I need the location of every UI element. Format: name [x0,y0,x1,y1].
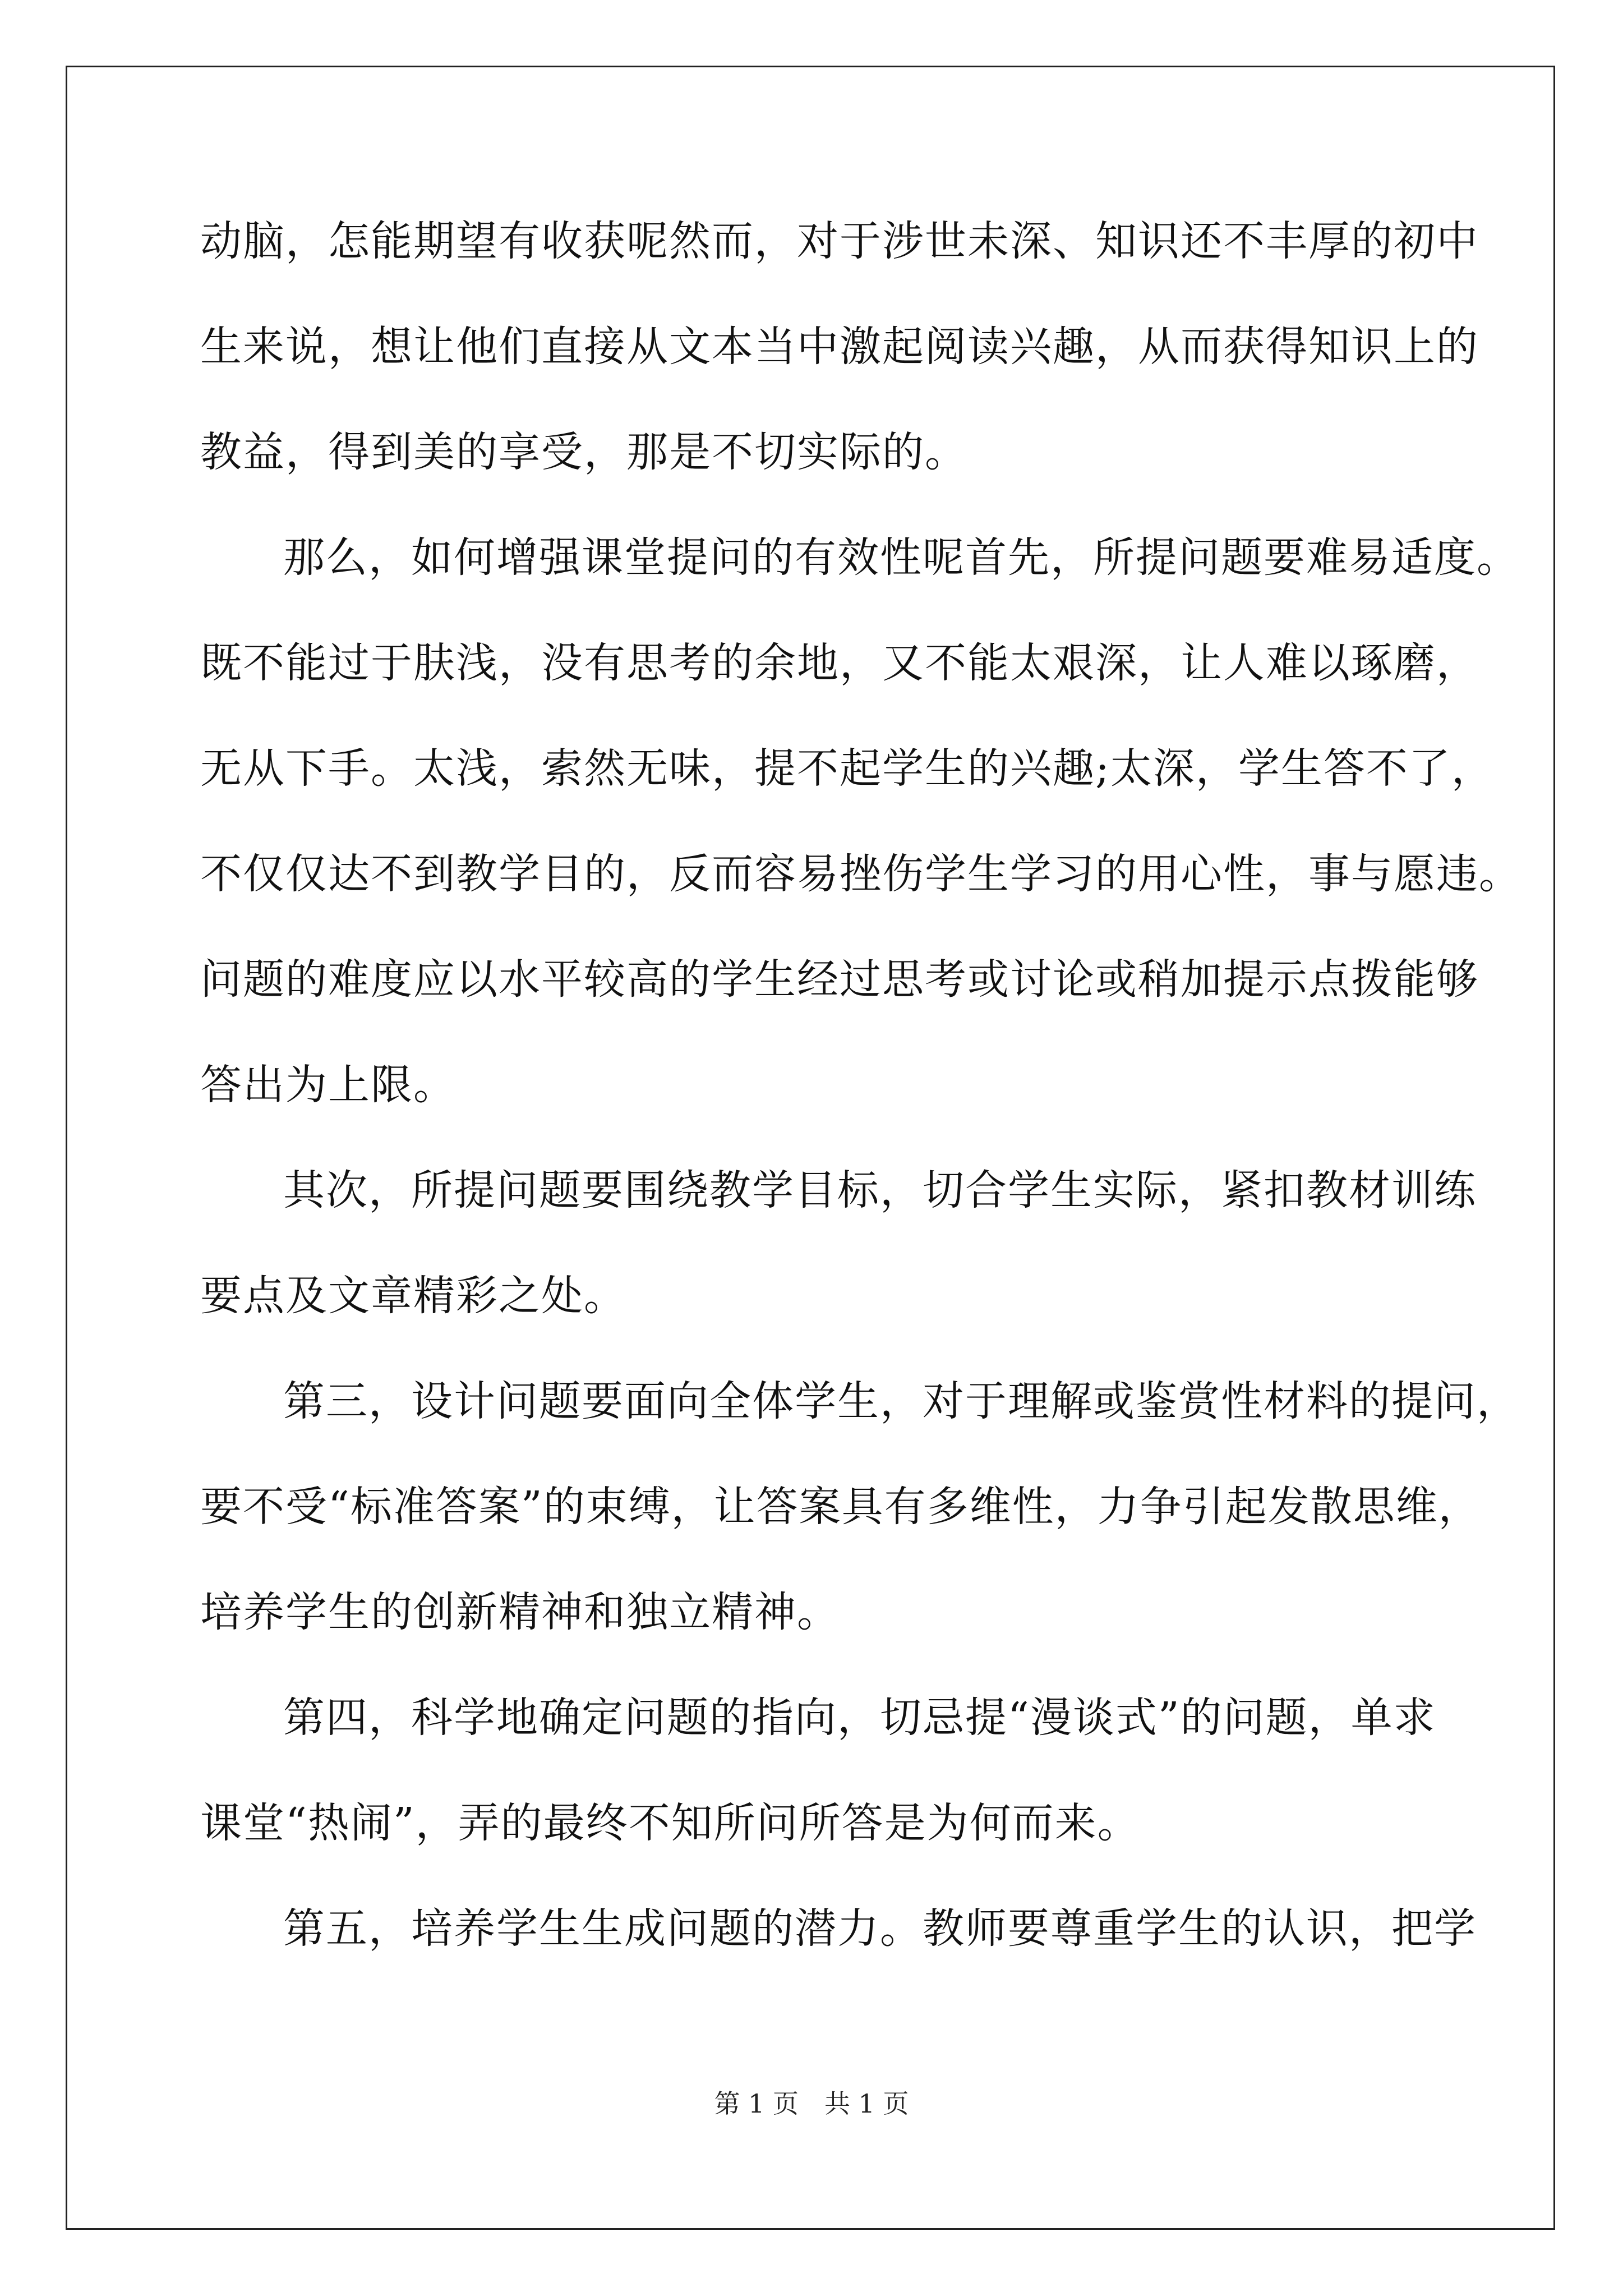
paragraph-start-line: 第三，设计问题要面向全体学生，对于理解或鉴赏性材料的提问， [283,1377,1519,1425]
text-line: 不仅仅达不到教学目的，反而容易挫伤学生学习的用心性，事与愿违。 [200,850,1521,898]
text-line: 要不受“标准答案”的束缚，让答案具有多维性，力争引起发散思维， [200,1483,1481,1531]
text-line: 动脑，怎能期望有收获呢然而，对于涉世未深、知识还不丰厚的初中 [200,217,1479,265]
text-line: 答出为上限。 [200,1061,456,1109]
paragraph-start-line: 那么，如何增强课堂提问的有效性呢首先，所提问题要难易适度。 [283,533,1519,582]
paragraph-start-line: 第四，科学地确定问题的指向，切忌提“漫谈式”的问题，单求 [283,1694,1436,1742]
paragraph-start-line: 其次，所提问题要围绕教学目标，切合学生实际，紧扣教材训练 [283,1166,1477,1214]
text-line: 培养学生的创新精神和独立精神。 [200,1588,840,1636]
text-line: 课堂“热闹”，弄的最终不知所问所答是为何而来。 [200,1799,1140,1847]
text-line: 无从下手。太浅，索然无味，提不起学生的兴趣;太深，学生答不了， [200,744,1494,793]
text-line: 教益，得到美的享受，那是不切实际的。 [200,428,967,476]
document-body [200,213,1521,2006]
text-line: 既不能过于肤浅，没有思考的余地，又不能太艰深，让人难以琢磨， [200,639,1479,687]
text-line: 问题的难度应以水平较高的学生经过思考或讨论或稍加提示点拨能够 [200,955,1479,1004]
paragraph-start-line: 第五，培养学生生成问题的潜力。教师要尊重学生的认识，把学 [283,1904,1477,1953]
text-line: 要点及文章精彩之处。 [200,1272,626,1320]
page-number-footer: 第 1 页 共 1 页 [714,2088,909,2119]
text-line: 生来说，想让他们直接从文本当中激起阅读兴趣，从而获得知识上的 [200,323,1479,371]
